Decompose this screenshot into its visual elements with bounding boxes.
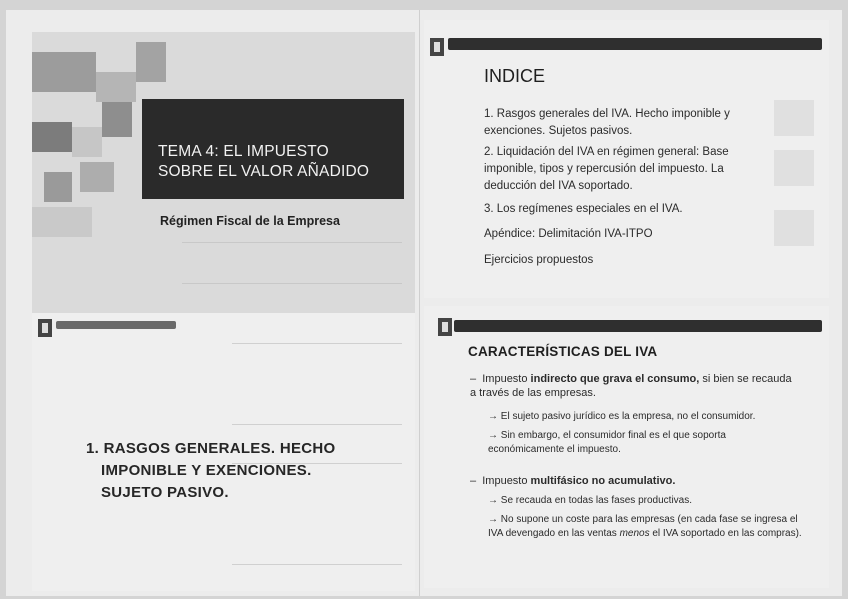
section-title-line-3: SUJETO PASIVO.	[101, 484, 229, 501]
bullet-dash: –	[470, 475, 483, 487]
slide-logo-icon	[38, 319, 52, 337]
slide-logo-icon	[438, 318, 452, 336]
title-line-1: TEMA 4: EL IMPUESTO	[158, 143, 329, 160]
ghost-block	[774, 100, 814, 136]
slide-top-bar	[448, 38, 822, 50]
decor-square	[96, 72, 136, 102]
indice-item-1: 1. Rasgos generales del IVA. Hecho imponible y exenciones. Sujetos pasivos.	[484, 108, 730, 137]
slide-title	[32, 32, 415, 313]
bullet-2	[470, 474, 800, 488]
bullet-dash: –	[470, 373, 483, 385]
ghost-block	[774, 210, 814, 246]
decor-square	[80, 162, 114, 192]
title-line-2: SOBRE EL VALOR AÑADIDO	[158, 163, 370, 180]
indice-heading: INDICE	[484, 66, 546, 86]
bullet-1-pre: Impuesto	[482, 373, 531, 385]
decor-square	[72, 127, 102, 157]
title-panel	[142, 99, 404, 199]
ghost-block	[774, 150, 814, 186]
slide-indice	[424, 20, 829, 298]
bullet-2-sub-1: → Se recauda en todas las fases productivas.	[488, 495, 693, 506]
section-title-line-1: 1. RASGOS GENERALES. HECHO	[86, 440, 336, 457]
ghost-lines	[232, 343, 402, 425]
slide-top-bar	[56, 321, 176, 329]
bullet-1-bold: indirecto que grava el consumo,	[530, 373, 700, 385]
decor-square	[32, 122, 72, 152]
decor-square	[32, 207, 92, 237]
bullet-2-sub-2-b: el IVA soportado en las compras).	[649, 528, 802, 539]
slide-top-bar	[454, 320, 822, 332]
bullet-2-sub-2-em: menos	[619, 528, 650, 539]
decor-square	[32, 52, 96, 92]
decor-square	[136, 42, 166, 82]
scanned-page	[6, 10, 842, 596]
caracteristicas-heading: CARACTERÍSTICAS DEL IVA	[468, 344, 658, 359]
section-title-line-2: IMPONIBLE Y EXENCIONES.	[101, 462, 312, 479]
bullet-1-post: si bien se recauda a través de las empresas.	[470, 373, 792, 399]
bullet-1	[470, 372, 800, 400]
indice-item-5: Ejercicios propuestos	[484, 254, 594, 266]
subtitle: Régimen Fiscal de la Empresa	[160, 214, 340, 228]
indice-item-4: Apéndice: Delimitación IVA-ITPO	[484, 228, 653, 240]
bullet-1-sub-2: → Sin embargo, el consumidor final es el que soporta económicamente el impuesto.	[488, 430, 726, 455]
decor-square	[44, 172, 72, 202]
slide-caracteristicas	[424, 306, 829, 588]
fold-divider	[419, 10, 420, 596]
decor-square	[102, 102, 132, 137]
indice-item-2: 2. Liquidación del IVA en régimen general: Base imponible, tipos y repercusión del impuesto. La deducción del IVA soportado.	[484, 146, 729, 192]
bullet-2-pre: Impuesto	[482, 475, 531, 487]
bullet-2-sub-2	[488, 513, 813, 541]
bullet-1-sub-1: → El sujeto pasivo jurídico es la empresa, no el consumidor.	[488, 411, 756, 422]
bullet-2-bold: multifásico no acumulativo.	[530, 475, 676, 487]
indice-item-3: 3. Los regímenes especiales en el IVA.	[484, 203, 683, 215]
bullet-2-sub-2-a: → No supone un coste para las empresas (en cada fase se ingresa el IVA devengado en las ventas	[488, 514, 798, 539]
slide-logo-icon	[430, 38, 444, 56]
slide-section-1	[32, 313, 415, 591]
ghost-lines	[182, 242, 402, 284]
